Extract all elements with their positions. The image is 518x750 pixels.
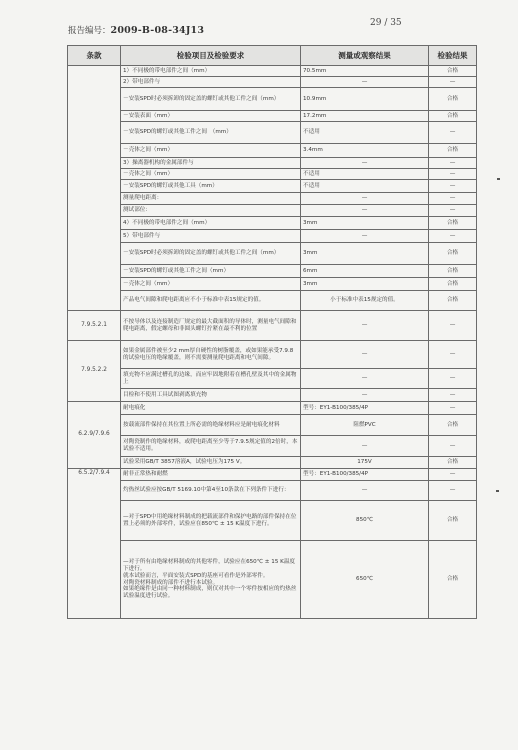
table-row: [68, 311, 477, 341]
table-row: [68, 122, 477, 144]
table-row: [68, 436, 477, 457]
table-row: [68, 66, 477, 77]
clause-cell: 7.9.5.2.2: [68, 341, 121, 402]
requirement-cell: 填充物不应满过槽孔的边缘，而应牢固地附着在槽孔壁及其中的金属物上: [121, 369, 301, 389]
verdict-cell: 合格: [429, 111, 477, 122]
verdict-cell: —: [429, 481, 477, 501]
table-row: [68, 481, 477, 501]
result-cell: 型号：EY1-B100/385/4P: [301, 469, 429, 481]
requirement-cell: 不按导体以及连接制造厂规定的最大截面积的导体时，测量电气间隙和爬电距离，假定螺母和非圆头螺钉拧紧在最不利的位置: [121, 311, 301, 341]
verdict-cell: 合格: [429, 278, 477, 291]
requirement-cell: －壳体之间（mm）: [121, 169, 301, 180]
result-cell: 不适用: [301, 169, 429, 180]
requirement-cell: 2）带电部件与: [121, 77, 301, 88]
header-verdict: 检验结果: [429, 46, 477, 66]
table-row: [68, 278, 477, 291]
table-row: [68, 111, 477, 122]
requirement-cell: －安装表面（mm）: [121, 111, 301, 122]
requirement-cell: 按载流部件保持在其位置上所必需的绝缘材料应是耐电痕化材料: [121, 415, 301, 436]
table-row: [68, 265, 477, 278]
table-row: [68, 193, 477, 205]
clause-cell: [68, 66, 121, 311]
requirement-cell: 1）不同极的带电部件之间（mm）: [121, 66, 301, 77]
verdict-cell: —: [429, 205, 477, 217]
result-cell: 小于标准中表15规定的值。: [301, 291, 429, 311]
verdict-cell: —: [429, 169, 477, 180]
table-row: [68, 341, 477, 369]
result-cell: 17.2mm: [301, 111, 429, 122]
result-cell: 850℃: [301, 501, 429, 541]
scan-speck: [496, 490, 499, 492]
table-row: [68, 243, 477, 265]
clause-cell: 7.9.5.2.1: [68, 311, 121, 341]
requirement-cell: —对于所有由绝缘材料制成的其他零件，试验应在650℃ ± 15 K温度下进行。 就本试验而言，平面安装式SPD的基座可看作是外部零件。 对陶瓷材料制成的部件不进行本试验。 如果绝缘件是由同一种材料制成，则仅对其中一个零件按相应的灼热丝试验温度进行试验。: [121, 541, 301, 619]
result-cell: 3mm: [301, 243, 429, 265]
result-cell: —: [301, 436, 429, 457]
table-row: [68, 77, 477, 88]
requirement-cell: 如果金属部件被至少2 mm厚自硬性的树脂覆盖，或如果能承受7.9.8的试验电压的绝缘覆盖，则不需要测量爬电距离和电气间隙。: [121, 341, 301, 369]
verdict-cell: 合格: [429, 66, 477, 77]
verdict-cell: 合格: [429, 88, 477, 111]
report-number-value: 2009-B-08-34J13: [110, 25, 205, 36]
requirement-cell: －壳体之间（mm）: [121, 144, 301, 158]
verdict-cell: 合格: [429, 217, 477, 230]
header-result: 测量或观察结果: [301, 46, 429, 66]
verdict-cell: —: [429, 369, 477, 389]
verdict-cell: —: [429, 158, 477, 169]
result-cell: —: [301, 311, 429, 341]
result-cell: 不适用: [301, 122, 429, 144]
requirement-cell: －安装SPD时必须拆卸的固定盖的螺钉或其他工件之间（mm）: [121, 243, 301, 265]
verdict-cell: —: [429, 436, 477, 457]
table-row: [68, 230, 477, 243]
table-header-row: [68, 46, 477, 66]
table-row: [68, 369, 477, 389]
verdict-cell: —: [429, 77, 477, 88]
verdict-cell: 合格: [429, 144, 477, 158]
requirement-cell: －壳体之间（mm）: [121, 278, 301, 291]
requirement-cell: 测量爬电距离：: [121, 193, 301, 205]
verdict-cell: —: [429, 389, 477, 402]
result-cell: 不适用: [301, 180, 429, 193]
requirement-cell: 产品电气间隙和爬电距离应不小于标准中表15规定的值。: [121, 291, 301, 311]
requirement-cell: 灼热丝试验应按GB/T 5169.10中第4至10条款在下列条件下进行：: [121, 481, 301, 501]
requirement-cell: 4）不同极的带电部件之间（mm）: [121, 217, 301, 230]
result-cell: 阻燃PVC: [301, 415, 429, 436]
result-cell: 3.4mm: [301, 144, 429, 158]
requirement-cell: 试验采用GB/T 3857溶液A，试验电压为175 V。: [121, 457, 301, 469]
table-row: [68, 415, 477, 436]
verdict-cell: —: [429, 193, 477, 205]
table-row: [68, 144, 477, 158]
requirement-cell: －安装SPD的螺钉或其他工件之间 （mm）: [121, 122, 301, 144]
requirement-cell: —对于SPD中用绝缘材料制成的把载流部件和保护电路的部件保持在位置上必须的外部零件，试验应在850℃ ± 15 K温度下进行。: [121, 501, 301, 541]
verdict-cell: 合格: [429, 243, 477, 265]
requirement-cell: 目检和不使用工具试图剥离填充物: [121, 389, 301, 402]
result-cell: 6mm: [301, 265, 429, 278]
requirement-cell: 5）带电部件与: [121, 230, 301, 243]
verdict-cell: —: [429, 311, 477, 341]
verdict-cell: —: [429, 230, 477, 243]
clause-cell: 6.5.2/7.9.4: [68, 469, 121, 619]
table-row: [68, 291, 477, 311]
result-cell: 3mm: [301, 217, 429, 230]
requirement-cell: 对陶瓷制作的绝缘材料，或爬电距离至少等于7.9.5规定值的2倍时，本试验不适用。: [121, 436, 301, 457]
page-number: 29 / 35: [370, 18, 402, 28]
verdict-cell: 合格: [429, 457, 477, 469]
result-cell: 10.9mm: [301, 88, 429, 111]
verdict-cell: —: [429, 180, 477, 193]
header-item: 检验项目及检验要求: [121, 46, 301, 66]
table-row: [68, 180, 477, 193]
result-cell: 型号：EY1-B100/385/4P: [301, 402, 429, 415]
verdict-cell: 合格: [429, 265, 477, 278]
table-row: [68, 88, 477, 111]
table-row: [68, 469, 477, 481]
result-cell: —: [301, 193, 429, 205]
requirement-cell: 3）操离器机构的金属部件与: [121, 158, 301, 169]
requirement-cell: 测试部位：: [121, 205, 301, 217]
header-clause: 条款: [68, 46, 121, 66]
table-row: [68, 158, 477, 169]
verdict-cell: 合格: [429, 291, 477, 311]
result-cell: —: [301, 341, 429, 369]
requirement-cell: 耐电痕化: [121, 402, 301, 415]
result-cell: —: [301, 481, 429, 501]
result-cell: 3mm: [301, 278, 429, 291]
clause-cell: 6.2.9/7.9.6: [68, 402, 121, 469]
table-row: [68, 501, 477, 541]
result-cell: —: [301, 158, 429, 169]
verdict-cell: —: [429, 122, 477, 144]
result-cell: —: [301, 205, 429, 217]
table-row: [68, 457, 477, 469]
result-cell: 175V: [301, 457, 429, 469]
table-row: [68, 217, 477, 230]
report-number-label: 报告编号：: [68, 26, 111, 36]
table-row: [68, 169, 477, 180]
scan-speck: [497, 178, 500, 180]
result-cell: 650℃: [301, 541, 429, 619]
table-row: [68, 389, 477, 402]
verdict-cell: —: [429, 402, 477, 415]
result-cell: —: [301, 230, 429, 243]
table-row: [68, 205, 477, 217]
table-row: [68, 402, 477, 415]
requirement-cell: －安装SPD时必须拆卸的固定盖的螺钉或其他工件之间（mm）: [121, 88, 301, 111]
result-cell: —: [301, 369, 429, 389]
result-cell: 70.5mm: [301, 66, 429, 77]
verdict-cell: 合格: [429, 541, 477, 619]
requirement-cell: －安装SPD的螺钉或其他工具（mm）: [121, 180, 301, 193]
requirement-cell: 耐非正常热和耐燃: [121, 469, 301, 481]
result-cell: —: [301, 77, 429, 88]
page-header: [68, 18, 474, 34]
table-row: [68, 541, 477, 619]
requirement-cell: －安装SPD的螺钉或其他工件之间（mm）: [121, 265, 301, 278]
verdict-cell: 合格: [429, 501, 477, 541]
verdict-cell: —: [429, 469, 477, 481]
report-number: [68, 24, 204, 36]
verdict-cell: —: [429, 341, 477, 369]
verdict-cell: 合格: [429, 415, 477, 436]
inspection-table: [67, 45, 477, 619]
result-cell: —: [301, 389, 429, 402]
